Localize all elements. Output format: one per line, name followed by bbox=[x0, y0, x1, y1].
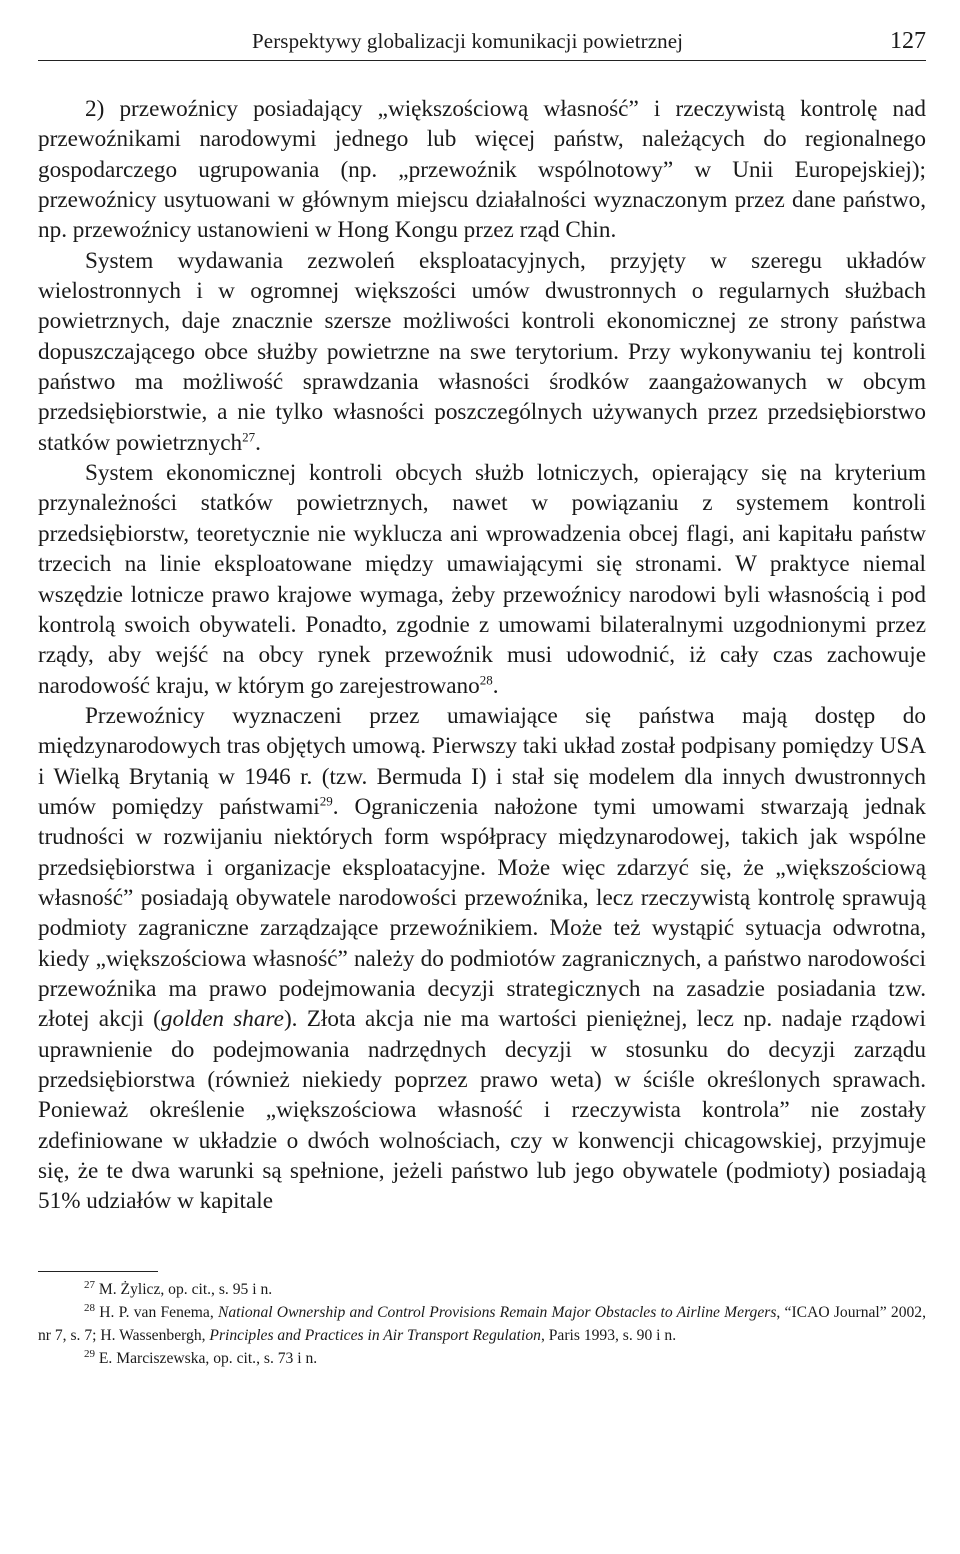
footnote-29-number: 29 bbox=[84, 1347, 95, 1360]
footnote-ref-27[interactable]: 27 bbox=[242, 429, 256, 445]
paragraph-3-end: . bbox=[492, 672, 499, 699]
paragraph-2 bbox=[38, 246, 926, 458]
paragraph-4-italic: golden share bbox=[160, 1006, 284, 1033]
footnote-28-number: 28 bbox=[84, 1301, 95, 1314]
footnote-27-text: M. Żylicz, op. cit., s. 95 i n. bbox=[95, 1280, 273, 1298]
paragraph-4-text-c: ). Złota akcja nie ma wartości pieniężnej, lecz np. nadaje rządowi uprawnienie do podejmowania nadrzędnych decyzji w stosunku do decyzji zarządu przedsiębiorstwa (również niekiedy poprzez prawo weta) w ściśle określonych sprawach. Ponieważ określenie „większościowa własność i rzeczywista kontrola” nie zostały zdefiniowane w układzie o dwóch wolnościach, czy w konwencji chicagowskiej, przyjmuje się, że te dwa warunki są spełnione, jeżeli państwo lub jego obywatele (podmioty) posiadają 51% udziałów w kapitale bbox=[38, 1006, 926, 1215]
footnote-ref-29[interactable]: 29 bbox=[319, 793, 333, 809]
footnote-27 bbox=[38, 1278, 926, 1301]
paragraph-2-text: System wydawania zezwoleń eksploatacyjnych, przyjęty w szeregu układów wielostronnych i w ogromnej większości umów dwustronnych o regularnych służbach powietrznych, daje znacznie szersze możliwości kontroli ekonomicznej ze strony państwa dopuszczającego obce służby powietrzne na swe terytorium. Przy wykonywaniu tej kontroli państwo ma możliwość sprawdzania własności środków zaangażowanych w obcym przedsiębiorstwie, a nie tylko własności poszczególnych używanych przez przedsiębiorstwo statków powietrznych bbox=[38, 247, 926, 456]
footnote-ref-28[interactable]: 28 bbox=[479, 671, 493, 687]
paragraph-4-text-a: Przewoźnicy wyznaczeni przez umawiające się państwa mają dostęp do międzynarodowych tras objętych umową. Pierwszy taki układ został podpisany pomiędzy USA i Wielką Brytanią w 1946 r. (tzw. Bermuda I) i stał się modelem dla innych dwustronnych umów pomiędzy państwami bbox=[38, 702, 926, 820]
footnotes bbox=[38, 1278, 926, 1370]
paragraph-2-end: . bbox=[255, 429, 261, 456]
paragraph-4-text-b: . Ograniczenia nałożone tymi umowami stwarzają jednak trudności w rozwijaniu niektórych form współpracy międzynarodowej, takich jak wspólne przedsiębiorstwa i organizacje eksploatacyjne. Może więc zdarzyć się, że „większościową własność” posiadają obywatele narodowości przewoźnika, lecz rzeczywistą kontrolę sprawują podmioty zagraniczne zarządzające przewoźnikiem. Może też wystąpić sytuacja odwrotna, kiedy „większościowa własność” należy do podmiotów zagranicznych, a państwo narodowości przewoźnika ma prawo podejmowania decyzji strategicznych na zasadzie posiadania tzw. złotej akcji ( bbox=[38, 793, 926, 1033]
paragraph-4 bbox=[38, 701, 926, 1217]
footnote-28-text-b: , “ICAO Journal” 2002, nr 7, s. 7; H. Wassenbergh, bbox=[38, 1303, 926, 1344]
paragraph-3-text: System ekonomicznej kontroli obcych służb lotniczych, opierający się na kryterium przynależności statków powietrznych, nawet w powiązaniu z systemem kontroli przedsiębiorstw, teoretycznie nie wyklucza ani wprowadzenia obcej flagi, ani kapitału państw trzecich na linie eksploatowane między umawiającymi się stronami. W praktyce niemal wszędzie lotnicze prawo krajowe wymaga, żeby przewoźnicy narodowi byli własnością i pod kontrolą swoich obywateli. Ponadto, zgodnie z umowami bilateralnymi uzgodnionymi przez rządy, aby wejść na obcy rynek przewoźnik musi udowodnić, iż cały czas zachowuje narodowość kraju, w którym go zarejestrowano bbox=[38, 460, 926, 699]
footnote-28-text-c: , Paris 1993, s. 90 i n. bbox=[540, 1326, 677, 1344]
running-title: Perspektywy globalizacji komunikacji powietrznej bbox=[252, 29, 684, 53]
footnote-29 bbox=[38, 1347, 926, 1370]
paragraph-1: 2) przewoźnicy posiadający „większościową własność” i rzeczywistą kontrolę nad przewoźnikami narodowymi jednego lub więcej państw, należących do regionalnego gospodarczego ugrupowania (np. „przewoźnik wspólnotowy” w Unii Europejskiej); przewoźnicy usytuowani w głównym miejscu działalności wyznaczonym przez dane państwo, np. przewoźnicy ustanowieni w Hong Kongu przez rząd Chin. bbox=[38, 96, 926, 244]
paragraph-3 bbox=[38, 458, 926, 701]
running-header bbox=[38, 28, 926, 61]
footnote-28-title-2: Principles and Practices in Air Transport Regulation bbox=[209, 1326, 541, 1344]
page bbox=[38, 28, 926, 1370]
page-number: 127 bbox=[890, 28, 926, 54]
footnote-28-title-1: National Ownership and Control Provisions Remain Major Obstacles to Airline Mergers bbox=[217, 1303, 777, 1321]
footnote-27-number: 27 bbox=[84, 1278, 95, 1291]
footnote-28-text-a: H. P. van Fenema, bbox=[95, 1303, 218, 1321]
footnote-separator bbox=[38, 1271, 158, 1272]
footnote-29-text: E. Marciszewska, op. cit., s. 73 i n. bbox=[95, 1349, 318, 1367]
body-text bbox=[38, 94, 926, 1217]
footnote-28 bbox=[38, 1301, 926, 1347]
